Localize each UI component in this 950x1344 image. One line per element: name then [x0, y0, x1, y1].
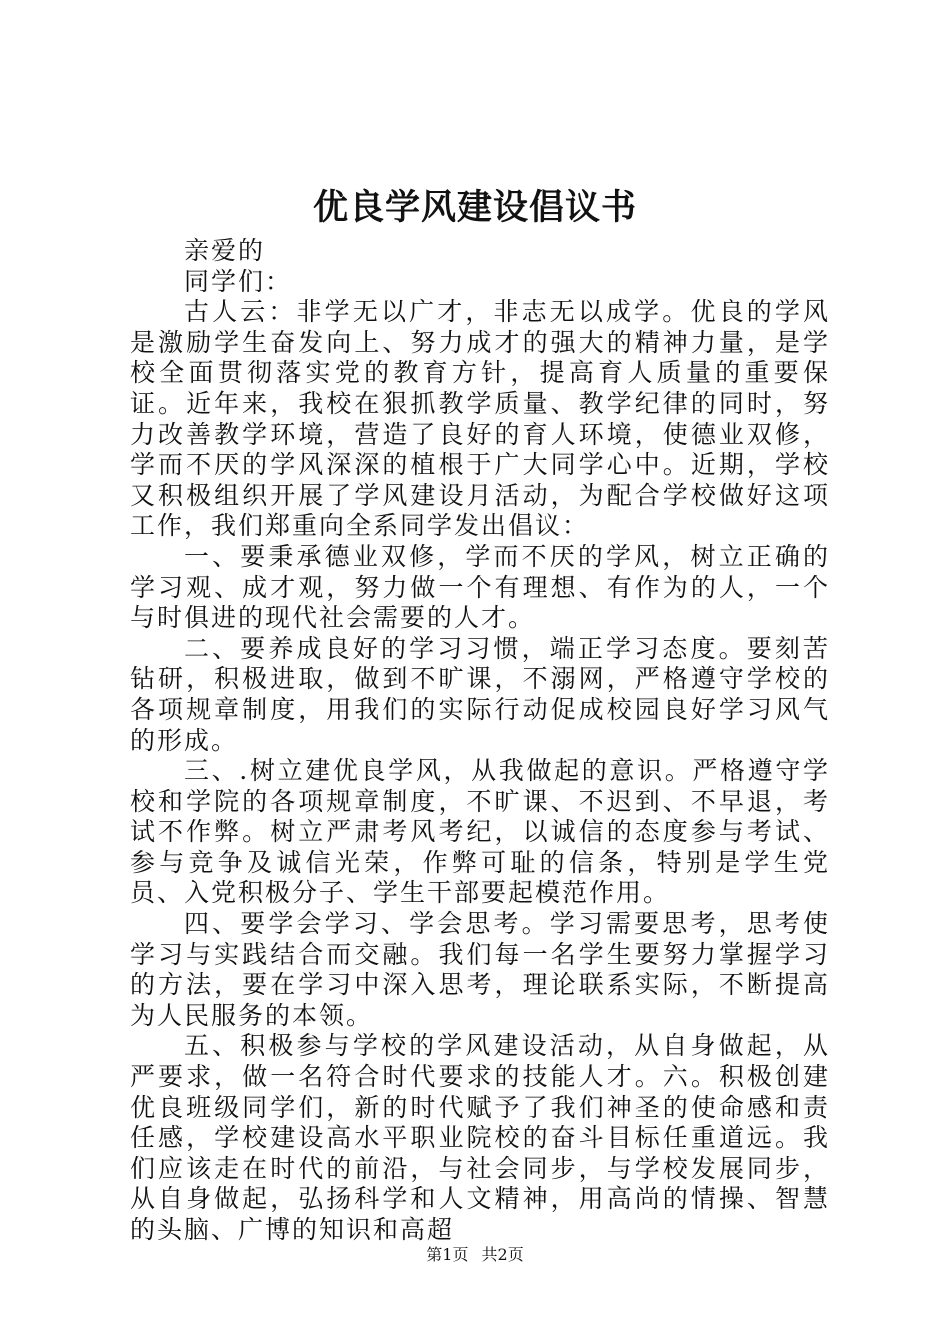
proposal-item-1: 一、要秉承德业双修，学而不厌的学风，树立正确的学习观、成才观，努力做一个有理想、有作为的人，一个与时俱进的现代社会需要的人才。 — [130, 541, 830, 633]
page-footer — [0, 1245, 950, 1265]
proposal-item-5: 五、积极参与学校的学风建设活动，从自身做起，从严要求，做一名符合时代要求的技能人才。六。积极创建优良班级同学们，新的时代赋予了我们神圣的使命感和责任感，学校建设高水平职业院校的奋斗目标任重道远。我们应该走在时代的前沿，与社会同步，与学校发展同步，从自身做起，弘扬科学和人文精神，用高尚的情操、智慧的头脑、广博的知识和高超 — [130, 1031, 830, 1244]
proposal-item-4: 四、要学会学习、学会思考。学习需要思考，思考使学习与实践结合而交融。我们每一名学生要努力掌握学习的方法，要在学习中深入思考，理论联系实际，不断提高为人民服务的本领。 — [130, 909, 830, 1030]
proposal-item-3: 三、.树立建优良学风，从我做起的意识。严格遵守学校和学院的各项规章制度，不旷课、不迟到、不早退，考试不作弊。树立严肃考风考纪，以诚信的态度参与考试、参与竞争及诚信光荣，作弊可耻的信条，特别是学生党员、入党积极分子、学生干部要起模范作用。 — [130, 756, 830, 908]
intro-paragraph: 古人云：非学无以广才，非志无以成学。优良的学风是激励学生奋发向上、努力成才的强大的精神力量，是学校全面贯彻落实党的教育方针，提高育人质量的重要保证。近年来，我校在狠抓教学质量、教学纪律的同时，努力改善教学环境，营造了良好的育人环境，使德业双修，学而不厌的学风深深的植根于广大同学心中。近期，学校又积极组织开展了学风建设月活动，为配合学校做好这项工作，我们郑重向全系同学发出倡议： — [130, 297, 830, 541]
proposal-item-2: 二、要养成良好的学习习惯，端正学习态度。要刻苦钻研，积极进取，做到不旷课，不溺网，严格遵守学校的各项规章制度，用我们的实际行动促成校园良好学习风气的形成。 — [130, 633, 830, 755]
document-title: 优良学风建设倡议书 — [312, 187, 637, 228]
page-number: 第1页 — [426, 1245, 469, 1264]
document-body — [130, 236, 830, 1246]
page-count: 共2页 — [481, 1245, 524, 1264]
salutation-line-2: 同学们： — [184, 266, 293, 296]
salutation-line-1: 亲爱的 — [184, 236, 266, 265]
